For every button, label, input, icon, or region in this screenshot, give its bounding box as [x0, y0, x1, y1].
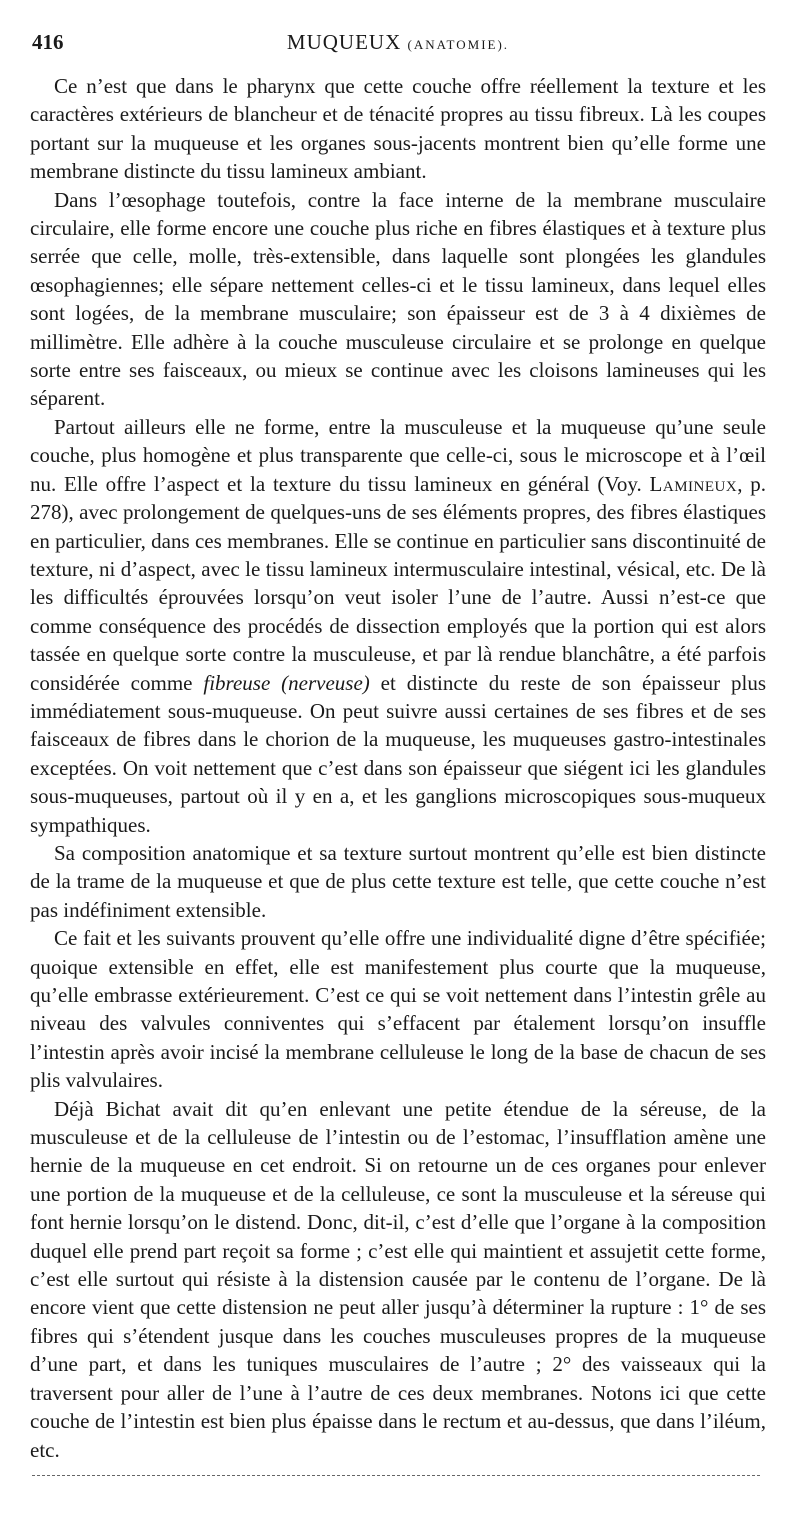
- italic-term-fibreuse: fibreuse (nerveuse): [203, 670, 370, 695]
- paragraph-3: [30, 413, 766, 839]
- cross-reference-lamineux: Lamineux: [649, 471, 738, 496]
- paragraph-6: Déjà Bichat avait dit qu’en enlevant une petite étendue de la séreuse, de la musculeuse et de la celluleuse de l’intestin ou de l’estomac, l’insufflation amène une hernie de la muqueuse en cet endroit. Si on retourne un de ces organes pour enlever une portion de la muqueuse et de la celluleuse, ce sont la musculeuse et la séreuse qui font hernie lorsqu’on le distend. Donc, dit-il, c’est d’elle que l’organe à la composition duquel elle prend part reçoit sa forme ; c’est elle qui maintient et assujetit cette forme, c’est elle surtout qui résiste à la distension causée par le contenu de l’organe. De là encore vient que cette distension ne peut aller jusqu’à déterminer la rupture : 1° de ses fibres qui s’étendent jusque dans les couches musculeuses propres de la muqueuse d’une part, et dans les tuniques musculaires de l’autre ; 2° des vaisseaux qui la traversent pour aller de l’une à l’autre de ces deux membranes. Notons ici que cette couche de l’intestin est bien plus épaisse dans le rectum et au-dessus, que dans l’iléum, etc.: [30, 1096, 766, 1462]
- paragraph-4: Sa composition anatomique et sa texture surtout montrent qu’elle est bien distincte de la trame de la muqueuse et que de plus cette texture est telle, que cette couche n’est pas indéfiniment extensible.: [30, 840, 766, 922]
- paragraph-5: Ce fait et les suivants prouvent qu’elle offre une individualité digne d’être spécifiée; quoique extensible en effet, elle est manifestement plus courte que la muqueuse, qu’elle embrasse extérieurement. C’est ce qui se voit nettement dans l’intestin grêle au niveau des valvules conniventes qui s’effacent par étalement lorsqu’on insuffle l’intestin après avoir incisé la membrane celluleuse le long de la base de chacun de ses plis valvulaires.: [30, 926, 766, 1093]
- running-head: [30, 30, 766, 55]
- running-head-title: MUQUEUX: [286, 30, 402, 54]
- paragraph-1: Ce n’est que dans le pharynx que cette couche offre réellement la texture et les caractères extérieurs de blancheur et de ténacité propres au tissu fibreux. Là les coupes portant sur la muqueuse et les organes sous-jacents montrent bien qu’elle forme une membrane distincte du tissu lamineux ambiant.: [30, 74, 766, 184]
- body-text: [30, 72, 766, 1464]
- page-header: [30, 30, 766, 60]
- page-number: 416: [32, 30, 64, 54]
- footer-divider: [32, 1475, 760, 1476]
- paragraph-3-part-b: , p. 278), avec prolongement de quelques-uns de ses éléments propres, des fibres élastiques en particulier, dans ces membranes. Elle se continue en particulier sans discontinuité de texture, ni d’aspect, avec le tissu lamineux intermusculaire intestinal, vésical, etc. De là les difficultés éprouvées lorsqu’on veut isoler l’une de l’autre. Aussi n’est-ce que comme conséquence des procédés de dissection employés que la portion qui est alors tassée en quelque sorte contre la musculeuse, et par là rendue blanchâtre, a été parfois considérée comme: [30, 471, 766, 695]
- running-head-subtitle: (ANATOMIE).: [407, 37, 510, 52]
- paragraph-3-part-a: Partout ailleurs elle ne forme, entre la musculeuse et la muqueuse qu’une seule couche, plus homogène et plus transparente que celle-ci, sous le microscope et à l’œil nu. Elle offre l’aspect et la texture du tissu lamineux en général (Voy.: [30, 414, 766, 496]
- paragraph-3-part-c: et distincte du reste de son épaisseur plus immédiatement sous-muqueuse. On peut suivre aussi certaines de ses fibres et de ses faisceaux de fibres dans le chorion de la muqueuse, les muqueuses gastro-intestinales exceptées. On voit nettement que c’est dans son épaisseur que siégent ici les glandules sous-muqueuses, partout où il y en a, et les ganglions microscopiques sous-muqueux sympathiques.: [30, 670, 767, 837]
- paragraph-2: Dans l’œsophage toutefois, contre la face interne de la membrane musculaire circulaire, elle forme encore une couche plus riche en fibres élastiques et à texture plus serrée que celle, molle, très-extensible, dans laquelle sont plongées les glandules œsophagiennes; elle sépare nettement celles-ci et le tissu lamineux, dans lequel elles sont logées, de la membrane musculaire; son épaisseur est de 3 à 4 dixièmes de millimètre. Elle adhère à la couche musculeuse circulaire et se prolonge en quelque sorte entre ses faisceaux, ou mieux se continue avec les cloisons lamineuses qui les séparent.: [30, 187, 766, 411]
